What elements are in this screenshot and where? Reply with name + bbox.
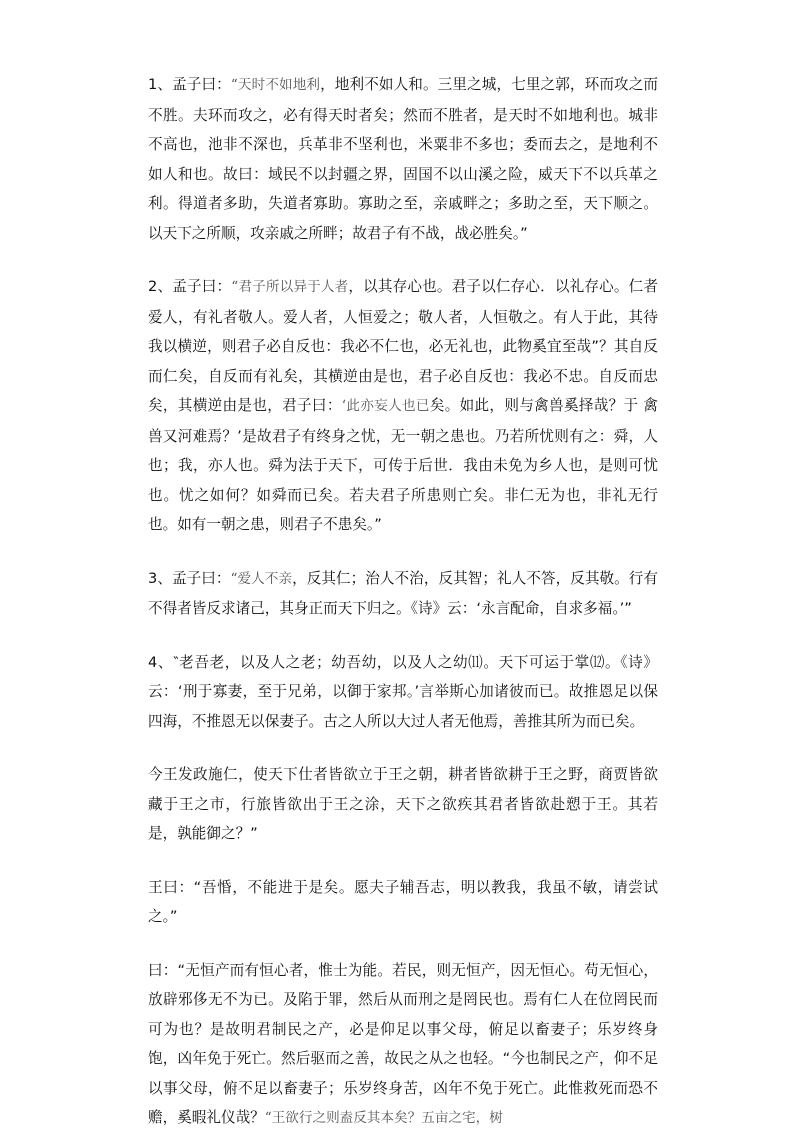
paragraph-5	[148, 760, 658, 849]
text-run: ，以其存心也。君子以仁存心．以礼存心。仁者爱人，有礼者敬人。爱人者，人恒爱之；敬人者，人恒敬之。有人于此，其待我以横逆，则君子必自反也：我必不仁也，必无礼也，此物奚宜至哉”？其自反而仁矣，自反而有礼矣，其横逆由是也，君子必自反也：我必不忠。自反而忠矣，其横逆由是也，君子曰：	[148, 278, 658, 414]
paragraph-4	[148, 648, 658, 737]
text-run: 王曰：“吾惛，不能进于是矣。愿夫子辅吾志，明以教我，我虽不敏，请尝试之。”	[148, 878, 658, 925]
text-run: ‘此亦妄人也已	[341, 398, 430, 414]
paragraph-2	[148, 272, 658, 540]
text-run: “天时不如地利	[230, 77, 321, 93]
text-run: 今王发政施仁，使天下仕者皆欲立于王之朝，耕者皆欲耕于王之野，商贾皆欲藏于王之市，行旅皆欲出于王之涂，天下之欲疾其君者皆欲赴愬于王。其若是，孰能御之？”	[148, 766, 658, 842]
text-run: 4、‶老吾老，以及人之老；幼吾幼，以及人之幼⑾。天下可运于掌⑿。《诗》云：‘刑于寡妻，至于兄弟，以御于家邦。’言举斯心加诸彼而已。故推恩足以保四海，不推恩无以保妻子。古之人所以大过人者无他焉，善推其所为而已矣。	[148, 653, 658, 730]
text-run: ，反其仁；治人不治，反其智；礼人不答，反其敬。行有不得者皆反求诸己，其身正而天下归之。《诗》云：‘永言配命，自求多福。’”	[148, 569, 658, 617]
text-run: ，地利不如人和。三里之城，七里之郭，环而攻之而不胜。夫环而攻之，必有得天时者矣；然而不胜者，是天时不如地利也。城非不高也，池非不深也，兵革非不坚利也，米粟非不多也；委而去之，是地利不如人和也。故曰：域民不以封疆之界，固国不以山溪之险，威天下不以兵革之利。得道者多助，失道者寡助。寡助之至，亲戚畔之；多助之至，天下顺之。以天下之所顺，攻亲戚之所畔；故君子有不战，战必胜矣。”	[148, 76, 658, 242]
paragraph-6	[148, 873, 658, 932]
paragraph-7	[148, 956, 658, 1134]
text-run: 矣。如此，则与禽兽奚择哉？于 禽兽又河难焉？’是故君子有终身之忧，无一朝之患也。乃若所忧则有之：舜，人也；我，亦人也。舜为法于天下，可传于后世．我由未免为乡人也，是则可忧也。忧之如何？如舜而已矣。若夫君子所患则亡矣。非仁无为也，非礼无行也。如有一朝之患，则君子不患矣。”	[148, 397, 658, 533]
text-run: 1、孟子曰：	[148, 76, 231, 93]
paragraph-3	[148, 564, 658, 624]
text-run: 3、孟子曰：	[148, 569, 231, 587]
text-run: 曰：“无恒产而有恒心者，惟士为能。若民，则无恒产，因无恒心。苟无恒心，放辟邪侈无不为已。及陷于罪，然后从而刑之是罔民也。焉有仁人在位罔民而可为也？是故明君制民之产，必是仰足以事父母，俯足以畜妻子；乐岁终身饱，凶年免于死亡。然后驱而之善，故民之从之也轻。“今也制民之产，仰不足以事父母，俯不足以畜妻子；乐岁终身苦，凶年不免于死亡。此惟救死而恐不赡，奚暇礼仪哉？	[148, 961, 658, 1126]
text-run: “王欲行之则盍反其本矣？五亩之宅，树	[264, 1110, 503, 1126]
text-run: “君子所以异于人者	[231, 279, 349, 295]
paragraph-1	[148, 70, 658, 248]
text-run: “爱人不亲	[230, 570, 293, 587]
document-page	[148, 70, 658, 1134]
text-run: 2、孟子曰：	[148, 278, 232, 295]
